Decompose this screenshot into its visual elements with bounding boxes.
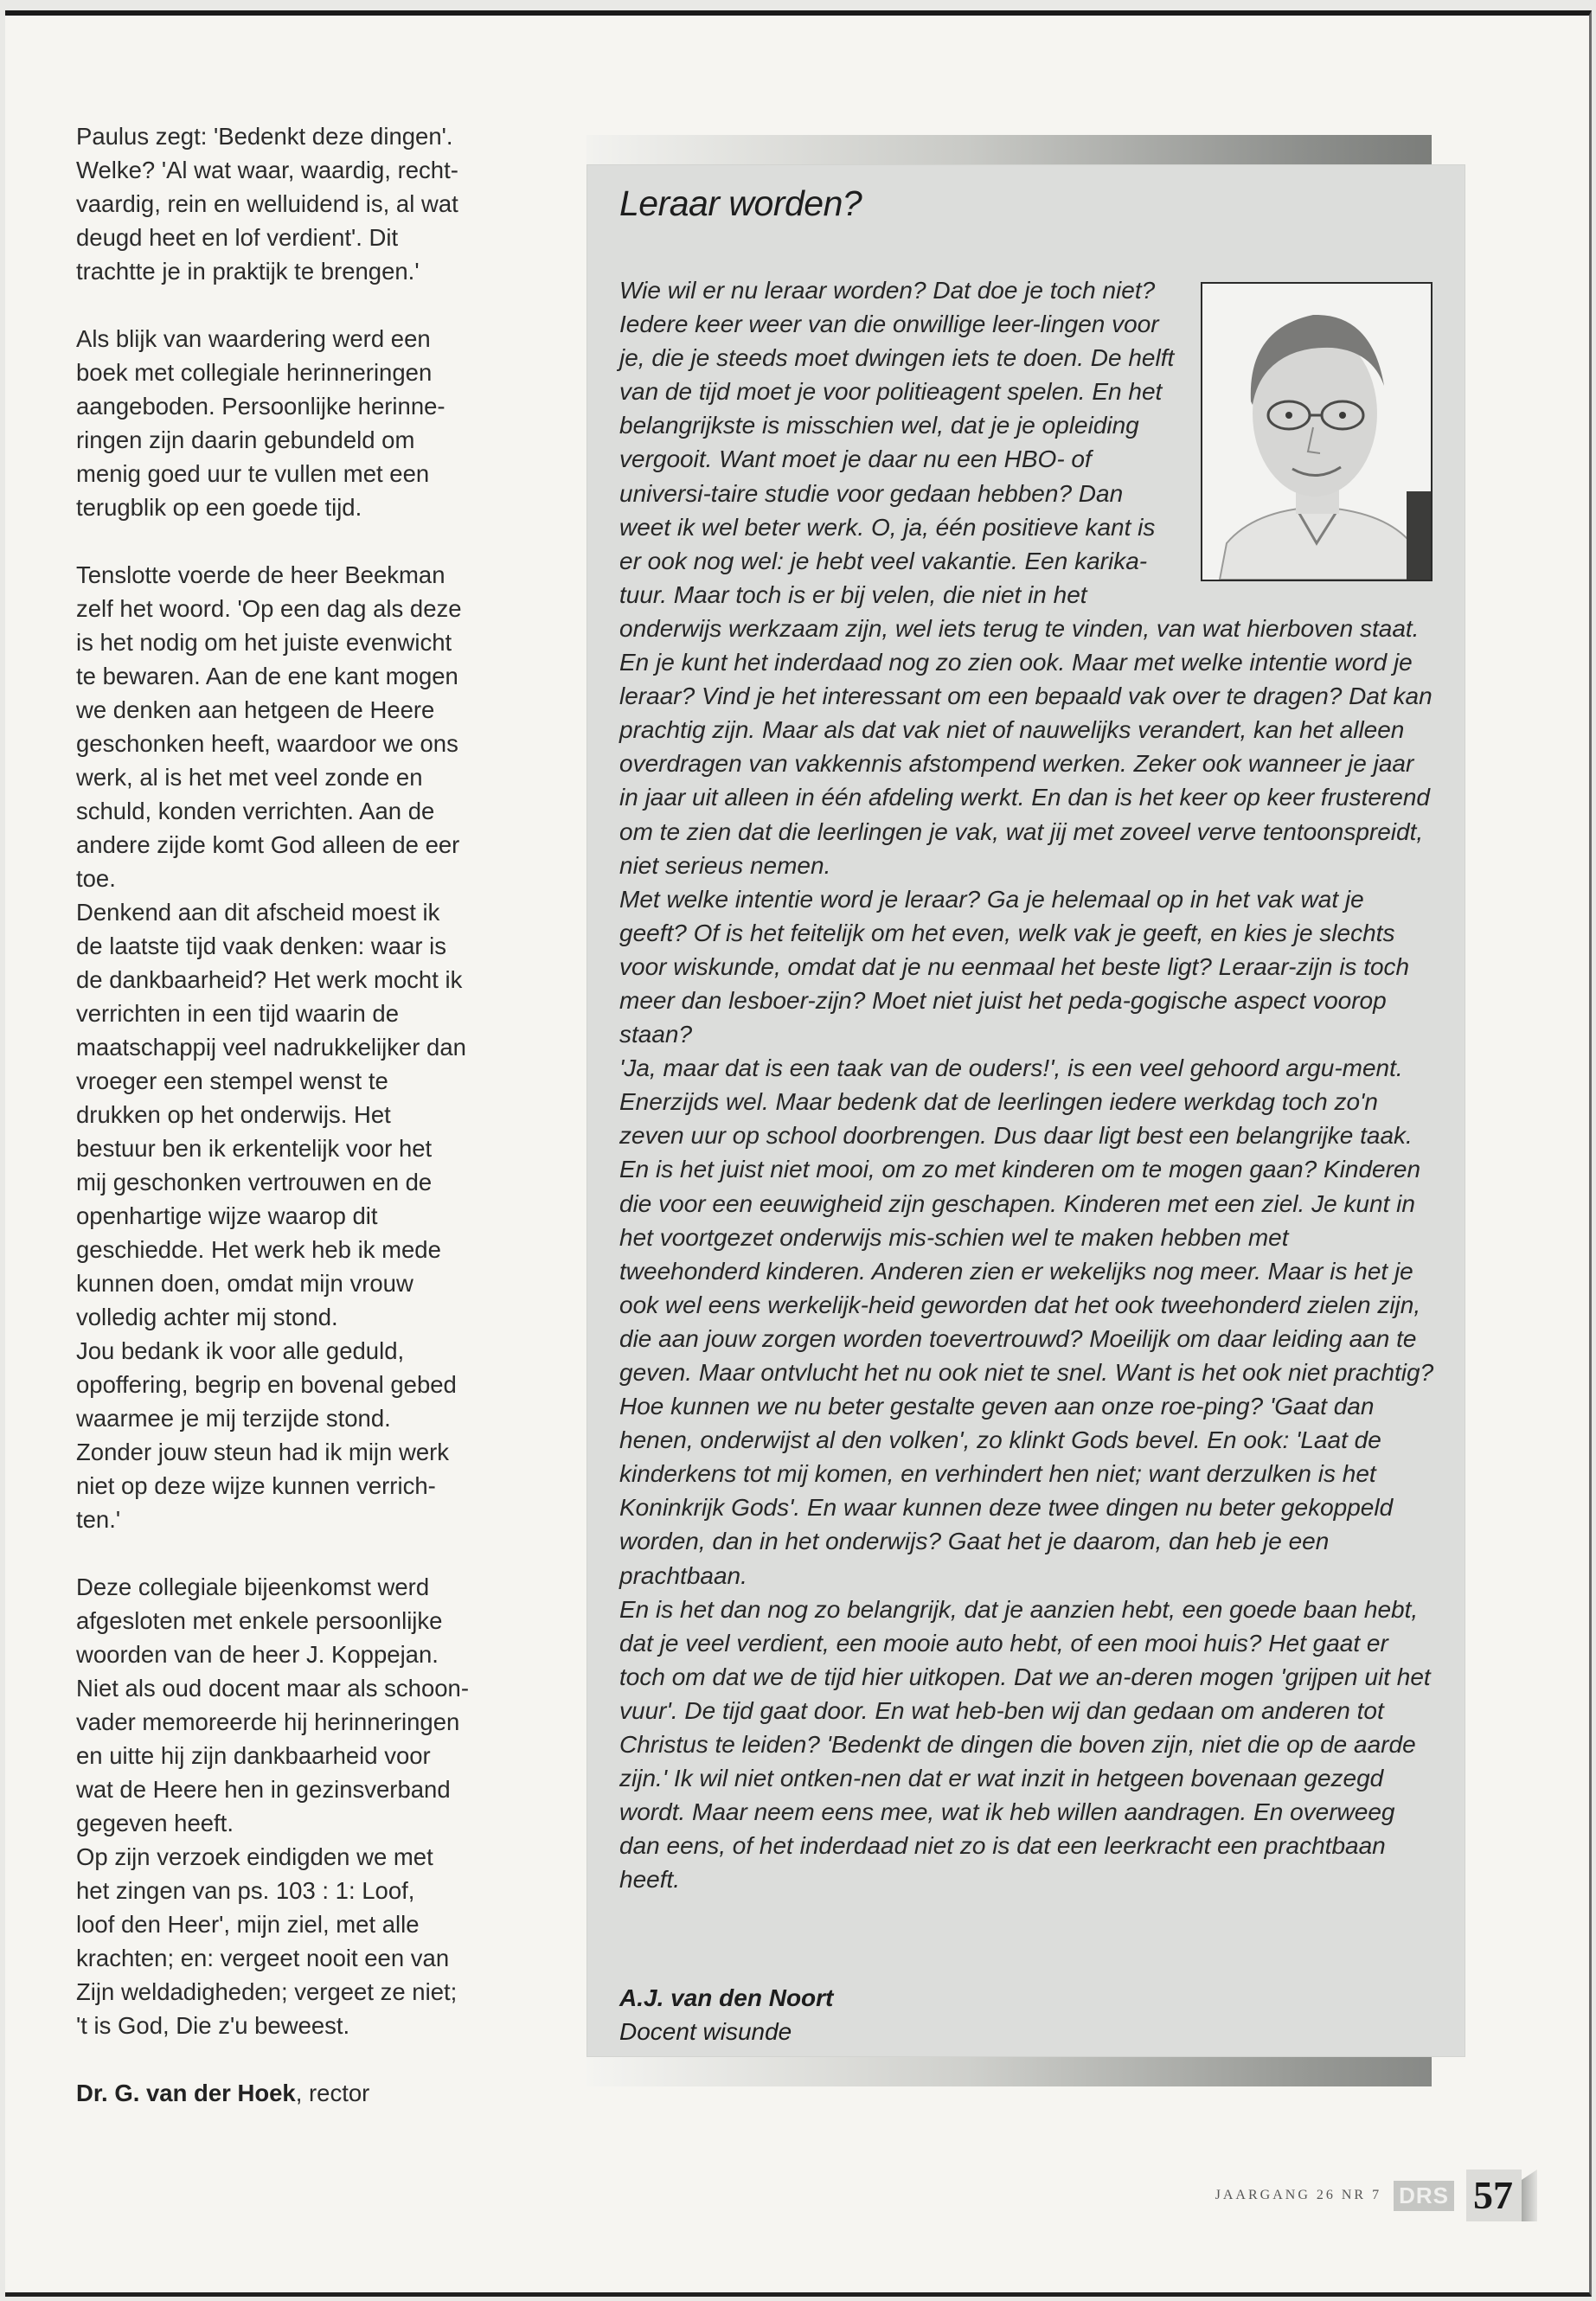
paragraph: Deze collegiale bijeenkomst werd afgesloten met enkele persoonlijke woorden van de heer J. Koppejan. Niet als oud docent maar als schoon- vader memoreerde hij herinneringen en uitte hij zijn dankbaarheid voor wat de Heere hen in gezinsverband gegeven heeft. — [76, 1574, 469, 1836]
page-number: 57 — [1466, 2170, 1522, 2221]
box-title: Leraar worden? — [619, 183, 862, 223]
paragraph: Tenslotte voerde de heer Beekman zelf het woord. 'Op een dag als deze is het nodig om het juiste evenwicht te bewaren. Aan de ene kant mogen we denken aan hetgeen de Heere geschonken heeft, waardoor we ons werk, al is het met veel zonde en schuld, konden verrichten. Aan de andere zijde komt God alleen de eer toe. — [76, 561, 462, 892]
box-author — [619, 1981, 833, 2048]
signature-role: , rector — [295, 2080, 370, 2106]
author-name: A.J. van den Noort — [619, 1984, 834, 2011]
photo-float-spacer — [1175, 273, 1434, 585]
paragraph: Paulus zegt: 'Bedenkt deze dingen'. Welke? 'Al wat waar, waardig, recht- vaardig, rein en welluidend is, al wat deugd heet en lof verdient'. Dit trachtte je in praktijk te brengen.' — [76, 123, 458, 285]
box-paragraph: En is het dan nog zo belangrijk, dat je aanzien hebt, een goede baan hebt, dat je veel verdient, een mooie auto hebt, of een mooi huis? Het gaat er toch om dat we de tijd hier uitkopen. Dat we an-deren mogen 'grijpen uit het vuur'. De tijd gaat door. En wat heb-ben wij dan gedaan om anderen tot Christus te leiden? 'Bedenkt de dingen die boven zijn, niet die op de aarde zijn.' Ik wil niet ontken-nen dat er wat inzit in hetgeen bovenaan gezegd wordt. Maar neem eens mee, wat ik heb willen aandragen. En overweeg dan eens, of het inderdaad niet zo is dat een leerkracht een prachtbaan heeft. — [619, 1595, 1431, 1894]
box-bottom-bar — [586, 2057, 1432, 2086]
paragraph: Denkend aan dit afscheid moest ik de laatste tijd vaak denken: waar is de dankbaarheid? Het werk mocht ik verrichten in een tijd waarin de maatschappij veel nadrukkelijker dan vroeger een stempel wenst te drukken op het onderwijs. Het bestuur ben ik erkentelijk voor het mij geschonken vertrouwen en de openhartige wijze waarop dit geschiedde. Het werk heb ik mede kunnen doen, omdat mijn vrouw volledig achter mij stond. — [76, 899, 466, 1330]
page-footer — [1215, 2170, 1522, 2221]
magazine-logo: DRS — [1394, 2181, 1454, 2211]
signature — [76, 2076, 517, 2110]
magazine-page — [5, 10, 1592, 2297]
sidebar-box — [586, 164, 1465, 2057]
issue-label: JAARGANG 26 NR 7 — [1215, 2188, 1382, 2202]
author-role: Docent wisunde — [619, 2018, 792, 2045]
paragraph: Als blijk van waardering werd een boek met collegiale herinneringen aangeboden. Persoonlijke herinne- ringen zijn daarin gebundeld om menig goed uur te vullen met een terugblik op een goede tijd. — [76, 325, 445, 521]
box-body-text — [619, 273, 1434, 1897]
box-paragraph: Met welke intentie word je leraar? Ga je helemaal op in het vak wat je geeft? Of is het feitelijk om het even, welk vak je geeft, en kies je slechts voor wiskunde, omdat dat je nu eenmaal het beste ligt? Leraar-zijn is toch meer dan lesboer-zijn? Moet niet juist het peda-gogische aspect voorop staan? — [619, 885, 1410, 1048]
box-paragraph: Wie wil er nu leraar worden? Dat doe je toch niet? Iedere keer weer van die onwillige leer-lingen voor je, die je steeds moet dwingen iets te doen. De helft van de tijd moet je voor politieagent spelen. En het belangrijkste is misschien wel, dat je je opleiding vergooit. Want moet je daar nu een HBO- of universi-taire studie voor gedaan hebben? Dan weet ik wel beter werk. O, ja, één positieve kant is er ook nog wel: je hebt veel vakantie. Een karika-tuur. Maar toch is er bij velen, die niet in het onderwijs werkzaam zijn, wel iets terug te vinden, van wat hierboven staat. En je kunt het inderdaad nog zo zien ook. Maar met welke intentie word je leraar? Vind je het interessant om een bepaald vak over te dragen? Dat kan prachtig zijn. Maar als dat vak niet of nauwelijks verandert, kan het alleen overdragen van vakkennis afstompend werken. Zeker ook wanneer je jaar in jaar uit alleen in één afdeling werkt. En dan is het keer op keer frusterend om te zien dat die leerlingen je vak, wat jij met zoveel verve tentoonspreidt, niet serieus nemen. — [619, 277, 1433, 879]
paragraph: Op zijn verzoek eindigden we met het zingen van ps. 103 : 1: Loof, loof den Heer', mijn ziel, met alle krachten; en: vergeet nooit een van Zijn weldadigheden; vergeet ze niet; 't is God, Die z'u beweest. — [76, 1843, 458, 2039]
signature-name: Dr. G. van der Hoek — [76, 2080, 296, 2106]
box-paragraph: 'Ja, maar dat is een taak van de ouders!', is een veel gehoord argu-ment. Enerzijds wel. Maar bedenk dat de leerlingen iedere werkdag toch zo'n zeven uur op school doorbrengen. Dus daar ligt best een belangrijke taak. En is het juist niet mooi, om zo met kinderen om te mogen gaan? Kinderen die voor een eeuwigheid zijn geschapen. Kinderen met een ziel. Je kunt in het voortgezet onderwijs mis-schien wel te maken hebben met tweehonderd kinderen. Anderen zien er wekelijks nog meer. Maar is het je ook wel eens werkelijk-heid geworden dat het ook tweehonderd zielen zijn, die aan jouw zorgen worden toevertrouwd? Moeilijk om daar leiding aan te geven. Maar ontvlucht het nu ook niet te snel. Want is het ook niet prachtig? Hoe kunnen we nu beter gestalte geven aan onze roe-ping? 'Gaat dan henen, onderwijst al den volken', zo klinkt Gods bevel. En ook: 'Laat de kinderkens tot mij komen, en verhindert hen niet; want derzulken is het Koninkrijk Gods'. En waar kunnen deze twee dingen nu beter gekoppeld worden, dan in het onderwijs? Gaat het je daarom, dan heb je een prachtbaan. — [619, 1054, 1434, 1589]
paragraph: Jou bedank ik voor alle geduld, opoffering, begrip en bovenal gebed waarmee je mij terzijde stond. Zonder jouw steun had ik mijn werk niet op deze wijze kunnen verrich- ten.' — [76, 1337, 457, 1533]
left-column-article — [76, 119, 517, 2110]
box-top-bar — [586, 135, 1432, 164]
